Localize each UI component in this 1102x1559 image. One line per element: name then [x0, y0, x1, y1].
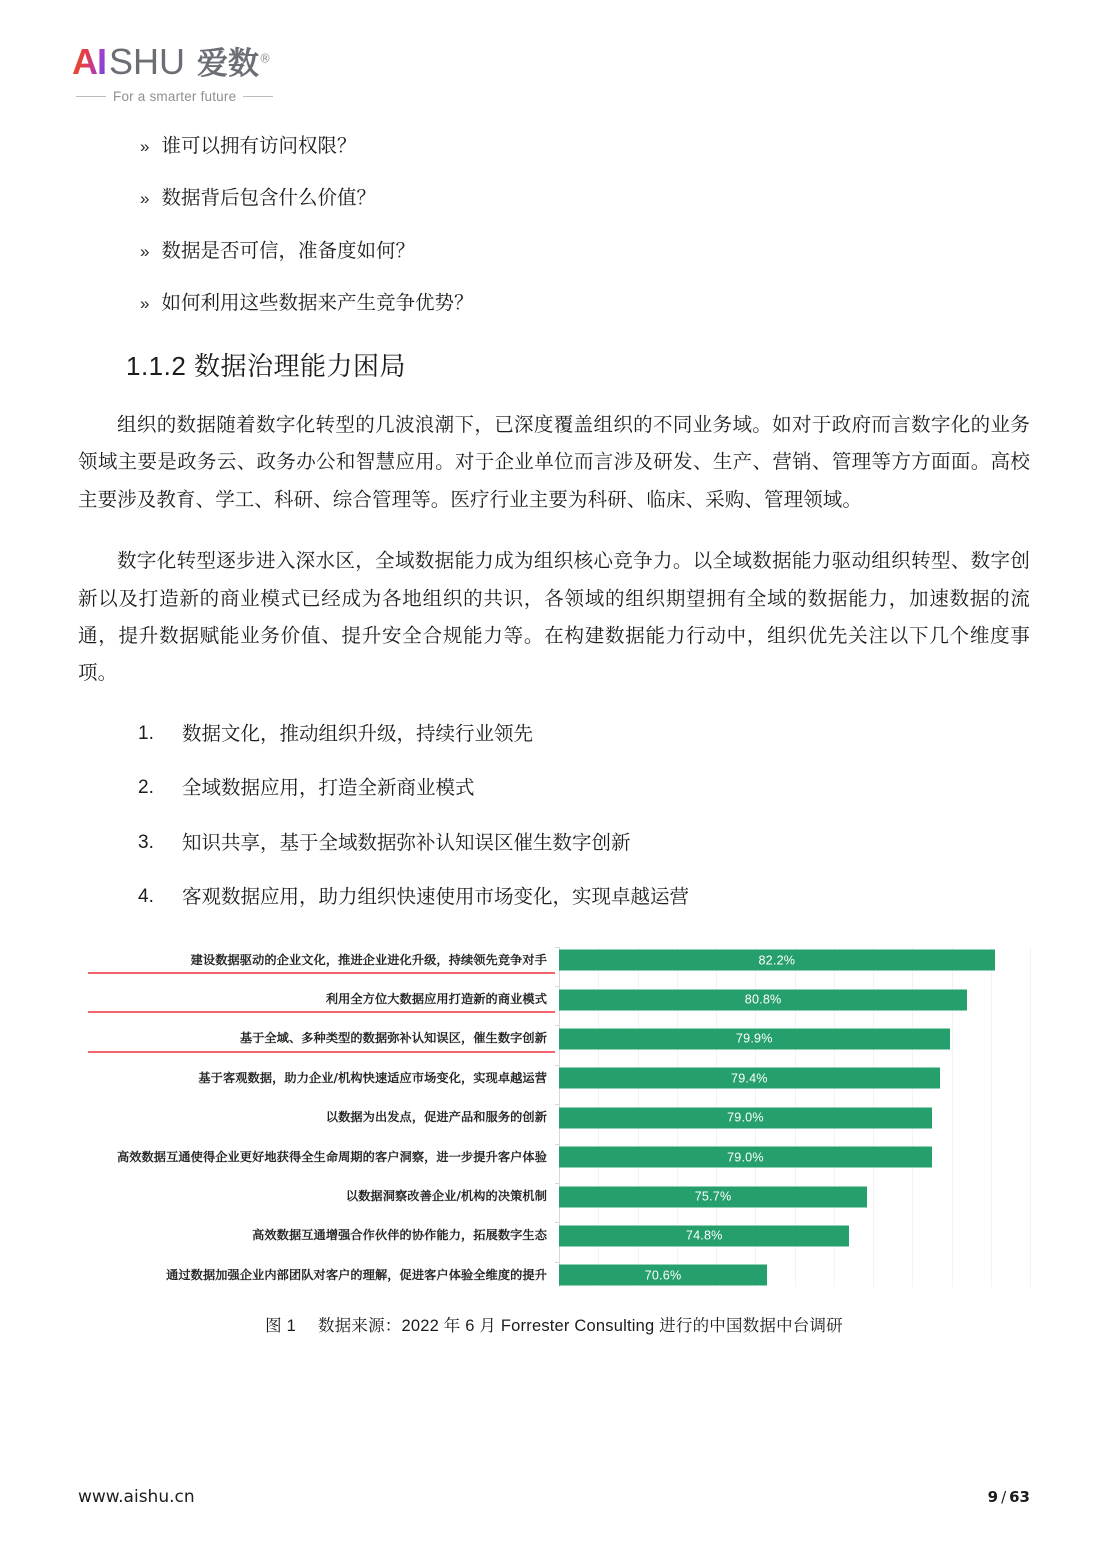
chart-bar-track	[559, 1059, 1030, 1098]
guillemet-icon: »	[140, 294, 150, 314]
chart-category-label: 建设数据驱动的企业文化，推进企业进化升级，持续领先竞争对手	[78, 953, 559, 968]
page-number	[988, 1488, 1030, 1506]
chart-bar-track	[559, 1098, 1030, 1137]
chart-bar	[559, 1147, 932, 1168]
chart-bar-value: 70.6%	[644, 1268, 682, 1283]
chart-bar	[559, 1107, 932, 1128]
logo	[72, 34, 312, 80]
bar-chart	[78, 941, 1030, 1296]
page-footer	[78, 1487, 1030, 1507]
chart-bar-track	[559, 1256, 1030, 1295]
chart-bar-track	[559, 980, 1030, 1019]
list-item: 全域数据应用，打造全新商业模式	[182, 777, 475, 800]
chart-bar-value: 79.4%	[731, 1071, 768, 1086]
chart-bar-track	[559, 1019, 1030, 1058]
chart-row	[78, 1137, 1030, 1176]
logo-chinese-text	[197, 46, 272, 82]
logo-ai-text: AI	[72, 41, 106, 82]
gridline	[1030, 947, 1031, 1287]
axis-tick	[555, 1262, 559, 1263]
guillemet-icon: »	[140, 241, 150, 261]
chart-row	[78, 1059, 1030, 1098]
chart-bar-track	[559, 1177, 1030, 1216]
chart-category-label: 利用全方位大数据应用打造新的商业模式	[78, 992, 559, 1007]
logo-chinese-chars: 爱数	[197, 46, 260, 82]
tagline-rule-right	[243, 96, 273, 97]
chart-bar	[559, 1068, 940, 1089]
axis-tick	[555, 1144, 559, 1145]
chart-row	[78, 941, 1030, 980]
page-content	[78, 136, 1030, 1336]
chart-bar	[559, 989, 967, 1010]
axis-tick	[555, 1183, 559, 1184]
axis-tick	[555, 1065, 559, 1066]
guillemet-icon: »	[140, 189, 150, 209]
chart-bar-value: 75.7%	[694, 1189, 732, 1204]
chart-bar-track	[559, 941, 1030, 980]
category-highlight-underline	[88, 972, 555, 974]
chart-category-label: 高效数据互通增强合作伙伴的协作能力，拓展数字生态	[252, 1228, 547, 1243]
chart-bar-value: 80.8%	[744, 992, 782, 1007]
figure-caption-text: 数据来源：2022 年 6 月 Forrester Consulting 进行的中国数据中台调研	[317, 1316, 843, 1335]
chart-bar	[559, 1028, 950, 1049]
list-item: 客观数据应用，助力组织快速使用市场变化，实现卓越运营	[182, 886, 690, 909]
axis-tick	[555, 986, 559, 987]
logo-shu-text: SHU	[109, 41, 186, 82]
body-paragraph-2: 数字化转型逐步进入深水区，全域数据能力成为组织核心竞争力。以全域数据能力驱动组织转型、数字创新以及打造新的商业模式已经成为各地组织的共识，各领域的组织期望拥有全域的数据能力，加速数据的流通，提升数据赋能业务价值、提升安全合规能力等。在构建数据能力行动中，组织优先关注以下几个维度事项。	[78, 550, 1030, 685]
chart-category-label: 以数据洞察改善企业/机构的决策机制	[345, 1188, 547, 1203]
chart-bar	[559, 1186, 867, 1207]
list-item	[140, 293, 1030, 314]
question-text: 如何利用这些数据来产生竞争优势？	[161, 292, 474, 315]
guillemet-icon: »	[140, 137, 150, 156]
list-item: 数据文化，推动组织升级，持续行业领先	[182, 722, 534, 745]
brand-header	[72, 34, 312, 114]
axis-tick	[555, 1222, 559, 1223]
category-highlight-underline	[88, 1051, 555, 1053]
question-text: 数据是否可信，准备度如何？	[161, 239, 415, 262]
chart-bar-track	[559, 1137, 1030, 1176]
page-current: 9	[987, 1488, 999, 1506]
category-highlight-underline	[88, 1011, 555, 1013]
chart-bar	[559, 1225, 849, 1246]
figure-caption	[78, 1312, 1030, 1336]
question-text: 谁可以拥有访问权限？	[161, 135, 357, 157]
chart-bar	[559, 950, 995, 971]
tagline-text: For a smarter future	[113, 89, 237, 104]
axis-tick	[555, 1025, 559, 1026]
chart-category-label: 基于全域、多种类型的数据弥补认知误区，催生数字创新	[78, 1031, 559, 1046]
registered-mark-icon: ®	[259, 51, 272, 66]
footer-website: www.aishu.cn	[78, 1487, 195, 1507]
page-total: 63	[1009, 1488, 1030, 1506]
tagline-rule-left	[76, 96, 106, 97]
chart-category-label: 通过数据加强企业内部团队对客户的理解，促进客户体验全维度的提升	[166, 1267, 547, 1282]
body-paragraph-1: 组织的数据随着数字化转型的几波浪潮下，已深度覆盖组织的不同业务域。如对于政府而言数字化的业务领域主要是政务云、政务办公和智慧应用。对于企业单位而言涉及研发、生产、营销、管理等方方面面。高校主要涉及教育、学工、科研、综合管理等。医疗行业主要为科研、临床、采购、管理领域。	[78, 413, 1030, 511]
list-item: 知识共享，基于全域数据弥补认知误区催生数字创新	[182, 831, 631, 854]
priority-list	[78, 723, 1030, 909]
chart-row	[78, 1019, 1030, 1058]
chart-row	[78, 1177, 1030, 1216]
chart-row	[78, 1256, 1030, 1295]
section-heading: 1.1.2 数据治理能力困局	[126, 350, 407, 381]
chart-bar-value: 79.0%	[727, 1110, 764, 1125]
page-separator: /	[1001, 1488, 1007, 1506]
chart-bar-value: 74.8%	[685, 1228, 723, 1243]
chart-row	[78, 1216, 1030, 1255]
chart-bar-track	[559, 1216, 1030, 1255]
chart-row	[78, 980, 1030, 1019]
question-list	[78, 136, 1030, 315]
axis-tick	[555, 947, 559, 948]
list-item	[140, 241, 1030, 262]
chart-bar	[559, 1265, 767, 1286]
figure-number: 图 1	[265, 1316, 296, 1335]
chart-rows	[78, 941, 1030, 1296]
list-item	[140, 136, 1030, 157]
axis-tick	[555, 1104, 559, 1105]
chart-row	[78, 1098, 1030, 1137]
chart-bar-value: 79.0%	[727, 1150, 764, 1165]
brand-tagline	[76, 89, 312, 104]
chart-category-label: 以数据为出发点，促进产品和服务的创新	[325, 1110, 547, 1125]
chart-category-label: 基于客观数据，助力企业/机构快速适应市场变化，实现卓越运营	[198, 1070, 547, 1085]
chart-bar-value: 82.2%	[758, 953, 796, 968]
question-text: 数据背后包含什么价值？	[161, 187, 376, 210]
chart-bar-value: 79.9%	[735, 1031, 773, 1046]
list-item	[140, 188, 1030, 209]
chart-category-label: 高效数据互通使得企业更好地获得全生命周期的客户洞察，进一步提升客户体验	[116, 1149, 547, 1164]
